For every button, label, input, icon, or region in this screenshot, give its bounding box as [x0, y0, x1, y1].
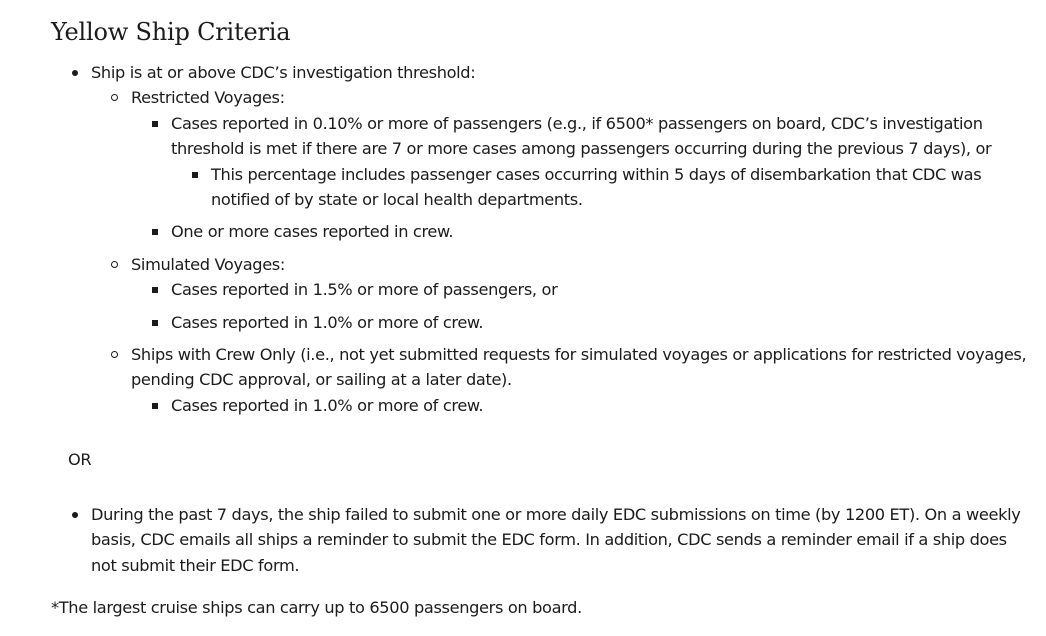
restricted-passengers-line-1: Cases reported in 0.10% or more of passengers (e.g., if 6500* passengers on board, CDC’s investigation [171, 114, 983, 133]
edc-criterion-line-3: not submit their EDC form. [91, 556, 300, 575]
square-bullet-icon [152, 229, 158, 235]
square-bullet-icon [192, 172, 198, 178]
crew-only-label-line-2: pending CDC approval, or sailing at a later date). [131, 370, 512, 389]
or-separator: OR [68, 450, 92, 469]
page-title: Yellow Ship Criteria [51, 18, 291, 46]
square-bullet-icon [152, 121, 158, 127]
restricted-crew-text: One or more cases reported in crew. [171, 222, 454, 241]
restricted-passengers-line-2: threshold is met if there are 7 or more cases among passengers occurring during the previous 7 days), or [171, 139, 992, 158]
criterion-threshold-text: Ship is at or above CDC’s investigation threshold: [91, 63, 476, 82]
footnote: *The largest cruise ships can carry up to 6500 passengers on board. [51, 598, 582, 617]
restricted-note-line-2: notified of by state or local health departments. [211, 190, 583, 209]
edc-criterion-line-1: During the past 7 days, the ship failed to submit one or more daily EDC submissions on time (by 1200 ET). On a weekly [91, 505, 1021, 524]
simulated-voyages-label: Simulated Voyages: [131, 255, 285, 274]
crew-only-crew-text: Cases reported in 1.0% or more of crew. [171, 396, 484, 415]
simulated-passengers-text: Cases reported in 1.5% or more of passengers, or [171, 280, 558, 299]
square-bullet-icon [152, 320, 158, 326]
simulated-crew-text: Cases reported in 1.0% or more of crew. [171, 313, 484, 332]
restricted-note-line-1: This percentage includes passenger cases occurring within 5 days of disembarkation that CDC was [211, 165, 982, 184]
circle-bullet-icon [111, 261, 118, 268]
crew-only-label-line-1: Ships with Crew Only (i.e., not yet submitted requests for simulated voyages or applications for restricted voyages, [131, 345, 1027, 364]
square-bullet-icon [152, 287, 158, 293]
disc-bullet-icon [72, 70, 78, 76]
circle-bullet-icon [111, 94, 118, 101]
disc-bullet-icon [72, 512, 78, 518]
square-bullet-icon [152, 403, 158, 409]
edc-criterion-line-2: basis, CDC emails all ships a reminder to submit the EDC form. In addition, CDC sends a reminder email if a ship does [91, 530, 1007, 549]
restricted-voyages-label: Restricted Voyages: [131, 88, 285, 107]
circle-bullet-icon [111, 351, 118, 358]
